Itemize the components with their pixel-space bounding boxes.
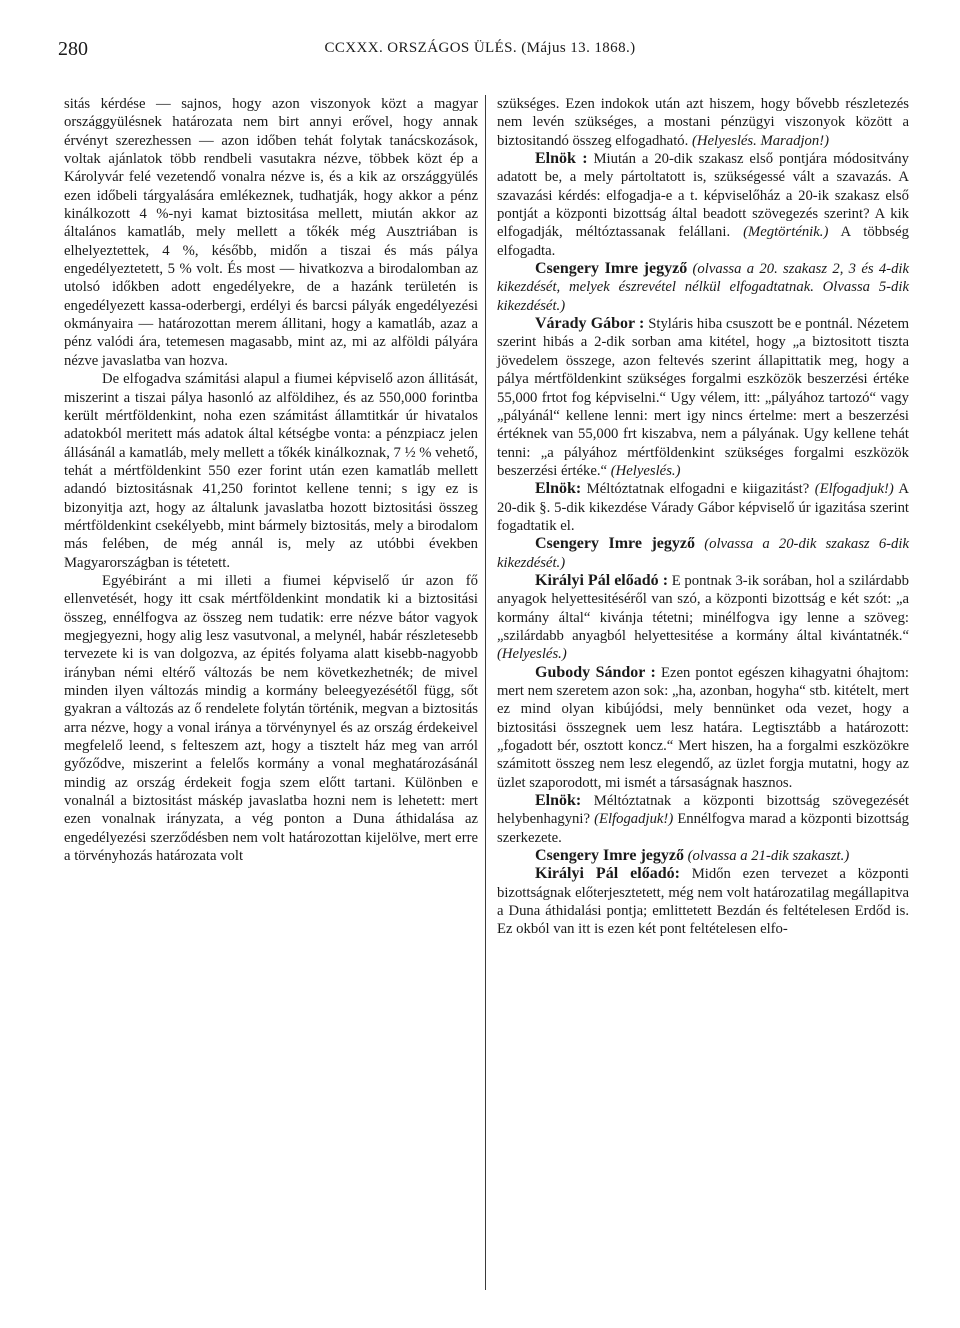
stage-note: (Helyeslés.) (497, 646, 567, 663)
stage-note: (Megtörténik.) (743, 224, 829, 241)
page-header (0, 38, 960, 68)
right-paragraph-9 (497, 792, 909, 847)
left-paragraph-1: sitás kérdése — sajnos, hogy azon viszonyok közt a magyar országgyülésnek határozata nem birt annyi erővel, hogy annak érvényt szerezhessen — azon időben tehát folytak tanácskozások, voltak ajánlatok több rendbeli vasutakra nézve, többek közt ép a Károlyvár felé vezetendő vonalra nézve is, és a kik az országgyülés ezen időbeli tárgyalására emlékeznek, tudhatják, hogy akkor a pénz kinálkozott 4 %-nyi kamat biztositása mellett, miután akkor az általános kamatláb, mely mellett a tőkék még Ausztriában is elhelyeztettek, 4 %, később, midőn a tiszai és más pálya engedélyeztetett, 5 % volt. És most — hivatkozva a birodalomban az utolsó időkben adott engedélyekre, de a hazánk területén is engedélyezett kassa-oderbergi, erdélyi és barcsi pályák engedélyezési okmányaira — határozottan merem állitani, hogy a kamatláb, azaz a pénz valódi ára, tetemesen magasabb, mint az, mi az alföldi pályára nézve javaslatba van hozva. (64, 96, 478, 369)
right-paragraph-11 (497, 865, 909, 938)
right-paragraph-2 (497, 150, 909, 260)
stage-note: (olvassa a 20. szakasz 2, 3 és 4-dik kikezdését, melyek észrevétel nélkül elfogadtatnak. Olvassa 5-dik kikezdését.) (497, 261, 910, 314)
right-paragraph-6 (497, 535, 909, 572)
right-paragraph-7 (497, 572, 909, 664)
stage-note: (Elfogadjuk!) (594, 811, 674, 828)
right-paragraph-4 (497, 315, 909, 480)
column-divider (485, 95, 486, 1290)
speech-text: Méltóztatnak elfogadni e kiigazitást? (586, 481, 810, 498)
left-paragraph-3: Egyébiránt a mi illeti a fiumei képviselő úr azon fő ellenvetését, hogy itt csak mértföldenkint mondatik ki a biztositási összeg, ennélfogva az összeg nem tudatik: erre nézve bátor vagyok megjegyezni, hogy alig lesz vasutvonal, a melynél, habár részletesebb tervezete ki is van dolgozva, az épités folyama alatt kisebb-nagyobb irányban némi eltérő változás be nem következhetnék; de mivel minden ilyen változás mindig a kormány beleegyezésétől függ, sőt gyakran a változás az ő rendelete folytán történik, megvan a biztositás arra nézve, hogy a vonal iránya a törvénynyel és az ország érdekeivel megfelelő leend, s felteszem azt, hogy a tisztelt ház meg van arról győződve, miszerint a felelős kormány a vonal meghatározásánál mindig az ország érdekeit fogja szem előtt tartani. Különben e vonalnál a biztositást máskép javaslatba hozni nem is lehetett: mert ezen vonalnak irányzata, a vég ponton a Duna áthidalása az engedélyezési szerződésben nem volt határozottan kijelölve, mert erre a törvényhozás határozata volt (64, 572, 478, 865)
right-paragraph-10 (497, 847, 909, 865)
speaker-name: Királyi Pál előadó: (535, 865, 680, 883)
speech-text: Ezen pontot egészen kihagyatni óhajtom: mert nem szeretem azon sok: „ha, azonban, hogyha“ stb. kitételt, mert ez mind olyan kibújódsi, mely bennünket oda vezet, hogy a biztositási összegnek uem lesz határa. Legtisztább a határozott: „fogadott bér, osztott koncz.“ Mert hiszen, ha a forgalmi eszközökre számitott összeg nem lesz elegendő, az üzlet forgja mutatni, hogy az üzlet szaporodott, mi ismét a társaságnak hasznos. (497, 664, 909, 791)
speaker-name: Elnök: (535, 792, 582, 810)
stage-note: (olvassa a 20-dik szakasz 6-dik kikezdését.) (497, 536, 910, 571)
stage-note: (Helyeslés. Maradjon!) (691, 132, 830, 149)
left-column (64, 95, 478, 865)
paragraph-text: szükséges. Ezen indokok után azt hiszem, hogy bővebb részletezés nem levén szükséges, a mostani pénzügyi viszonyok között a biztositandó összeg elfogadható. (497, 96, 909, 149)
right-paragraph-8 (497, 664, 909, 792)
speech-text: Midőn ezen tervezet a központi bizottságnak előterjesztetett, még nem volt határozatilag megállapitva a Duna áthidalási pontja; emlittetett Bezdán és feltételesen Erdőd is. Ez okból van itt is ezen két pont feltételesen elfo- (497, 866, 910, 938)
right-paragraph-5 (497, 480, 909, 535)
speaker-name: Csengery Imre jegyző (535, 260, 688, 278)
stage-note: (Elfogadjuk!) (814, 481, 894, 498)
speech-text: A 20-dik §. 5-dik kikezdése Várady Gábor képviselő úr igazitása szerint fogadtatik el. (497, 481, 910, 534)
speaker-name: Csengery Imre jegyző (535, 535, 696, 553)
speech-text: Miután a 20-dik szakasz első pontjára módositvány adatott be, a mely pártoltatott is, szükségessé vált a szavazás. A szavazási kérdés: elfogadja-e a t. képviselőház a 20-ik szakasz első pontját a központi bizottság által beadott szövegezés szerint? A kik elfogadják, méltóztassanak felállani. (497, 151, 909, 241)
right-paragraph-1 (497, 95, 909, 150)
speaker-name: Várady Gábor : (535, 315, 645, 333)
speaker-name: Gubody Sándor : (535, 663, 656, 681)
speaker-name: Királyi Pál előadó : (535, 571, 669, 589)
speaker-name: Csengery Imre jegyző (535, 847, 684, 865)
speaker-name: Elnök: (535, 480, 582, 498)
running-title: CCXXX. ORSZÁGOS ÜLÉS. (Május 13. 1868.) (324, 40, 636, 56)
speaker-name: Elnök : (535, 150, 588, 168)
speech-text: A többség elfogadta. (497, 224, 909, 259)
speech-text: E pontnak 3-ik sorában, hol a szilárdabb anyagok helyettesitéséről van szó, a központi bizottság e két szót: „a kormány által“ kivánja tétetni; minélfogva igy lenne a szöveg: „szilárdabb anyagból helyettesitése a kormány által kivántatnék.“ (497, 572, 909, 644)
speech-text: Styláris hiba csuszott be e pontnál. Nézetem szerint hibás a 2-dik sorban ama kitétel, hogy „a biztositott tiszta jövedelem összege, azon feltevés szerint állapittatik meg, hogy a pálya mértföldenkint szükséges forgalmi eszközök beszerzési értéke 55,000 frtot fog képviselni.“ Ugy vélem, itt: „pályához tartozó“ vagy „pályánál“ kellene lenni: mert igy nincs értelme: mert a beszerzési értéknek van 55,000 frt kiszabva, nem a pályának. Ugy kellene tehát tenni: „a pályához mértföldenkint szükséges forgalmi eszközök beszerzési értéke.“ (497, 316, 910, 479)
stage-note: (olvassa a 21-dik szakaszt.) (687, 848, 850, 865)
page-number: 280 (58, 38, 88, 60)
stage-note: (Helyeslés.) (610, 462, 681, 479)
speech-text: Méltóztatnak a központi bizottság szövegezését helybenhagyni? (497, 793, 909, 828)
right-column (497, 95, 909, 939)
left-paragraph-2: De elfogadva számitási alapul a fiumei képviselő azon állitását, miszerint a tiszai pálya hasonló az alföldihez, és az 550,000 forintba került mértföldenkint, noha ezen számitást államtitkár úr hivatalos adatokból meritett más adatok által kétségbe vonta: a pénzpiacz jelen állásánál a kamatláb, mely mellett a tőkék kinálkoznak, 7 ½ % vehető, tehát a mértföldenkint 550 ezer forint után ezen kamatláb mellett adandó biztositásnak 41,250 forintot kellene tenni; s igy ez is bizonyitja azt, hogy az általunk javaslatba hozott biztositási összeg mértföldenkint csekélyebb, mint bármely biztositás, mely a birodalom más felében, de még annál is, mely az utóbbi években Magyarországban is tétetett. (64, 371, 478, 571)
right-paragraph-3 (497, 260, 909, 315)
speech-text: Ennélfogva marad a központi bizottság szerkezete. (497, 811, 910, 846)
